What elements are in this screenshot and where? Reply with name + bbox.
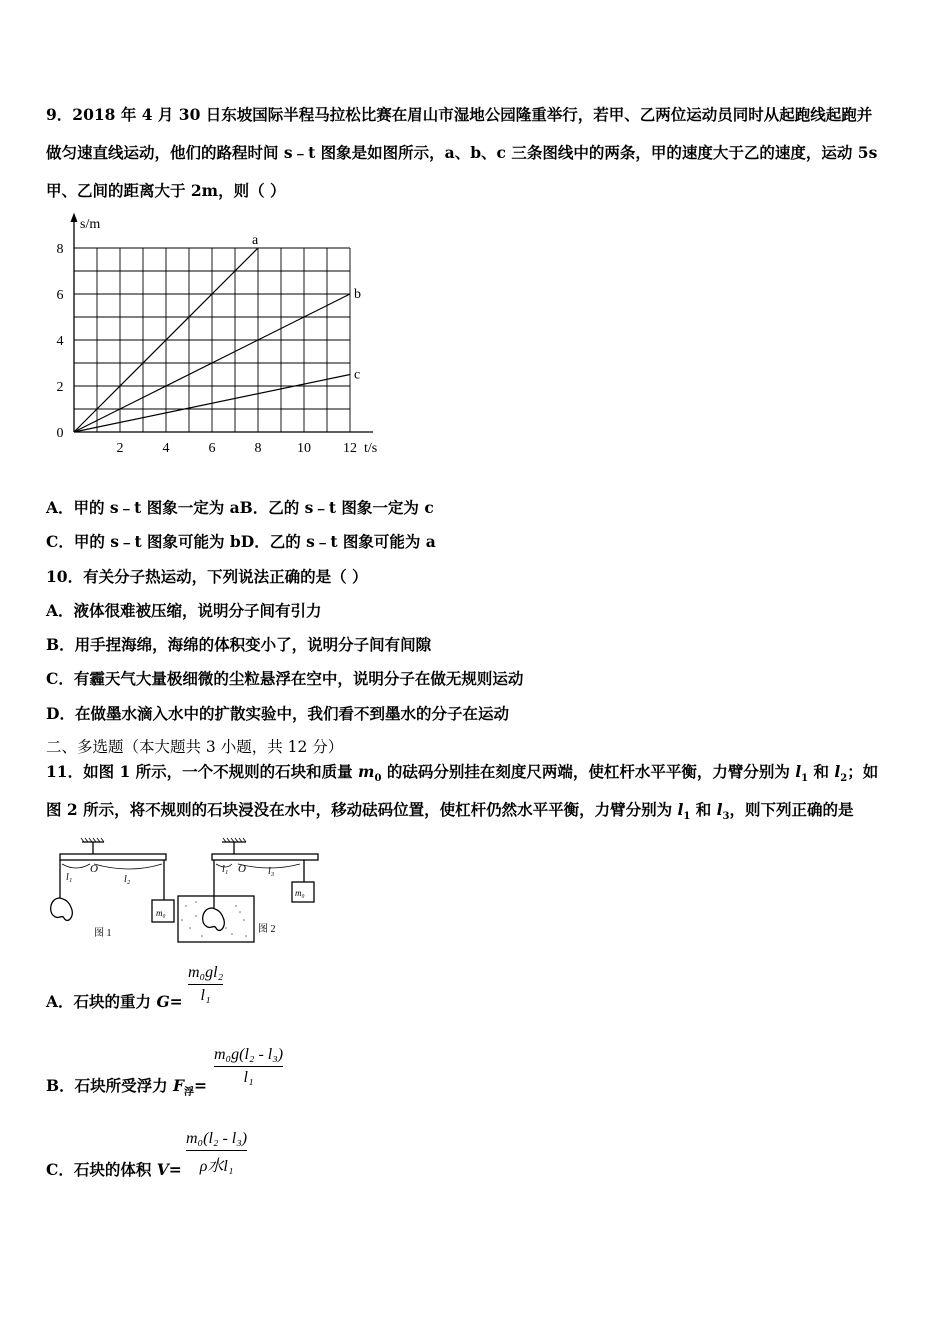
q9-line3: 甲、乙间的距离大于 2m，则（ ） xyxy=(46,181,286,200)
q11-option-b: B．石块所受浮力 $F_浮=$ xyxy=(46,1076,208,1099)
origin-label: 0 xyxy=(56,426,64,441)
x-tick-label: 6 xyxy=(208,441,216,456)
x-tick-label: 8 xyxy=(254,441,262,456)
q10-option-b: B．用手捏海绵，海绵的体积变小了，说明分子间有间隙 xyxy=(46,635,432,654)
q10-stem: 10．有关分子热运动，下列说法正确的是（ ） xyxy=(46,567,368,586)
fig2-caption: 图 2 xyxy=(258,924,276,935)
q11-line1: 11．如图 1 所示，一个不规则的石块和质量 $m_0$ 的砝码分别挂在刻度尺两端，使杠杆水平平衡，力臂分别为 $l_1$ 和 $l_2$；如 xyxy=(46,762,879,785)
x-axis-label: t/s xyxy=(364,441,378,456)
q11-line2: 图 2 所示，将不规则的石块浸没在水中，移动砝码位置，使杠杆仍然水平平衡，力臂分别为 $l_1$ 和 $l_3$，则下列正确的是 xyxy=(46,800,854,823)
fig2-O-label: O xyxy=(238,863,246,875)
y-axis-label: s/m xyxy=(80,217,101,232)
series-label-b: b xyxy=(354,287,361,302)
x-tick-label: 2 xyxy=(116,441,124,456)
y-tick-label: 8 xyxy=(56,242,64,257)
q11-option-b-fraction: m₀g(l₂ - l₃) l₁ xyxy=(214,1046,284,1086)
q10-option-a: A．液体很难被压缩，说明分子间有引力 xyxy=(46,601,322,620)
x-tick-label: 10 xyxy=(297,441,311,456)
fig1-l1-label: l₁ xyxy=(66,872,73,883)
y-tick-label: 6 xyxy=(56,288,64,303)
series-label-a: a xyxy=(252,233,259,248)
x-tick-label: 4 xyxy=(162,441,170,456)
fig1-m0-label: m₀ xyxy=(156,908,166,918)
q11-option-c: C．石块的体积 V= xyxy=(46,1160,182,1179)
section-2-heading: 二、多选题（本大题共 3 小题，共 12 分） xyxy=(46,738,344,756)
q11-option-c-fraction: m₀(l₂ - l₃) ρ水l₁ xyxy=(186,1130,248,1175)
q9-option-ab: A．甲的 s﹣t 图象一定为 aB．乙的 s﹣t 图象一定为 c xyxy=(46,498,434,517)
q10-option-d: D．在做墨水滴入水中的扩散实验中，我们看不到墨水的分子在运动 xyxy=(46,704,509,723)
y-tick-label: 2 xyxy=(56,380,64,395)
q11-option-a-fraction: m₀gl₂ l₁ xyxy=(188,964,224,1004)
q10-option-c: C．有霾天气大量极细微的尘粒悬浮在空中，说明分子在做无规则运动 xyxy=(46,669,524,688)
fig1-l2-label: l₂ xyxy=(124,874,131,885)
y-axis-arrow xyxy=(71,214,77,222)
y-tick-label: 4 xyxy=(56,334,64,349)
fig1-caption: 图 1 xyxy=(94,928,112,939)
fig1-O-label: O xyxy=(90,863,98,875)
st-chart xyxy=(46,210,386,465)
q9-line1: 9．2018 年 4 月 30 日东坡国际半程马拉松比赛在眉山市湿地公园隆重举行，若甲、乙两位运动员同时从起跑线起跑并 xyxy=(46,105,873,124)
series-label-c: c xyxy=(354,367,361,383)
fig2-m0-label: m₀ xyxy=(295,888,305,898)
x-tick-label: 12 xyxy=(343,441,357,456)
fig2-l1-label: l₁ xyxy=(222,864,229,875)
lever-figures xyxy=(46,836,336,948)
fig2-l3-label: l₃ xyxy=(268,866,275,877)
q9-line2: 做匀速直线运动，他们的路程时间 s﹣t 图象是如图所示，a、b、c 三条图线中的两条，甲的速度大于乙的速度，运动 5s xyxy=(46,143,878,162)
q11-option-a: A．石块的重力 G= xyxy=(46,992,183,1011)
q9-option-cd: C．甲的 s﹣t 图象可能为 bD．乙的 s﹣t 图象可能为 a xyxy=(46,532,436,551)
